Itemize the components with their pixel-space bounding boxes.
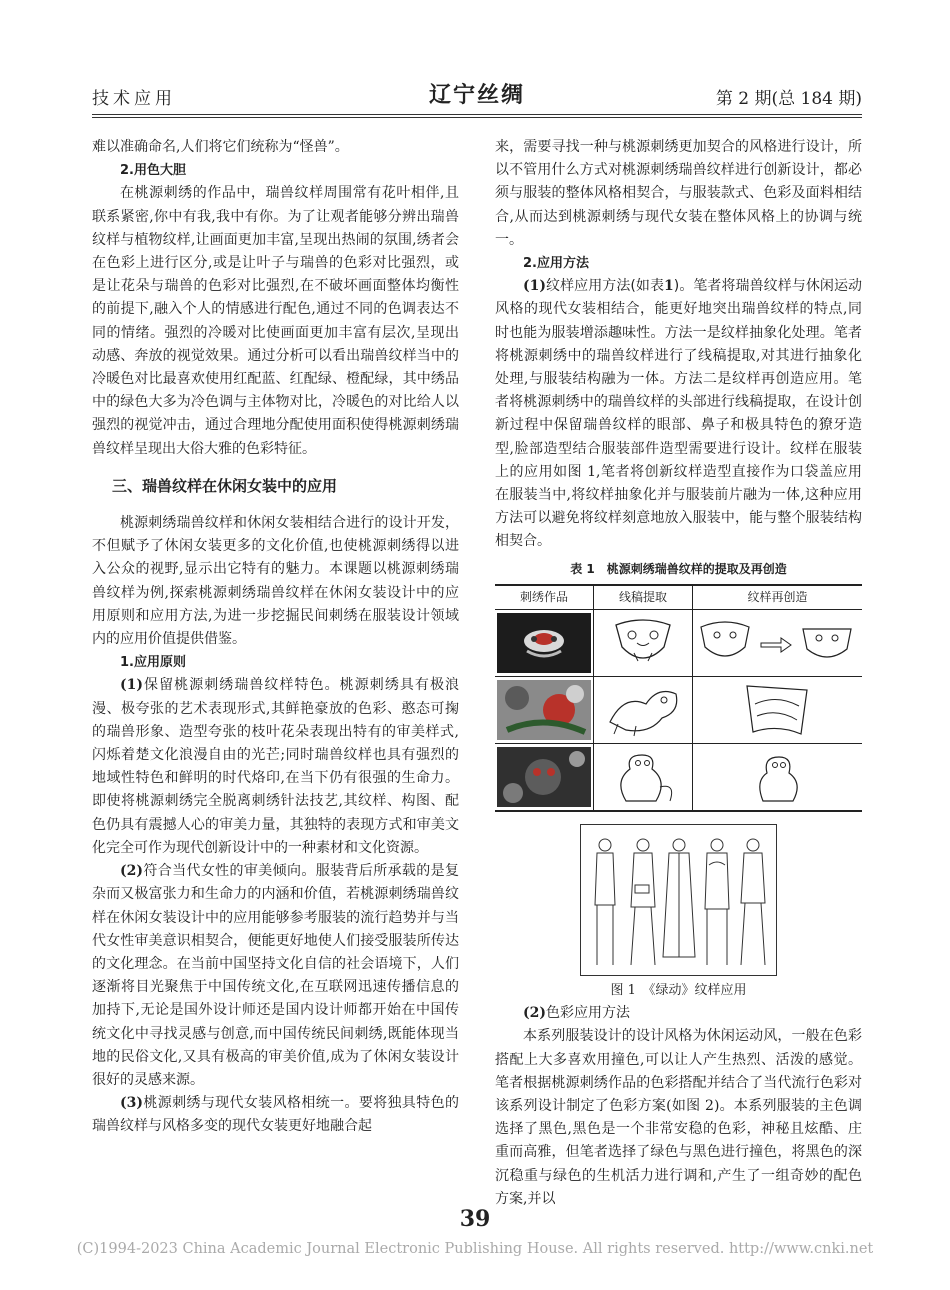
right-column [495, 136, 862, 1211]
model-figure [631, 839, 655, 965]
method-1-paragraph [495, 275, 862, 553]
lineart-beast-face-icon [596, 613, 690, 673]
method-2-paragraph: 本系列服装设计的设计风格为休闲运动风，一般在色彩搭配上大多喜欢用撞色,可以让人产生热烈、活泼的感觉。笔者根据桃源刺绣作品的色彩搭配并结合了当代流行色彩对该系列设计制定了色彩方案(如图 2)。本系列服装的主色调选择了黑色,黑色是一个非常安稳的色彩，神秘且炫酷、庄重而高雅，但笔者选择了绿色与黑色进行撞色，将黑色的深沉稳重与绿色的生机活力进行调和,产生了一组奇妙的配色方案,并以 [495, 1028, 862, 1207]
pattern-table [495, 584, 862, 812]
method-1-title-end: )。 [673, 278, 694, 295]
figure-caption: 图 1 《绿动》纹样应用 [610, 983, 747, 999]
principle-2-paragraph [92, 860, 459, 1092]
principle-1-number: (1) [120, 677, 143, 694]
table-header-embroidery: 刺绣作品 [495, 585, 594, 610]
principle-1-title: 保留桃源刺绣瑞兽纹样特色。 [143, 677, 340, 694]
principle-3-paragraph [92, 1092, 459, 1138]
subheading-color: 2.用色大胆 [120, 163, 186, 179]
principle-1-text: 桃源刺绣具有极浪漫、极夸张的艺术表现形式,其鲜艳豪放的色彩、憨态可掬的瑞兽形象、造型夸张的枝叶花朵表现出特有的审美样式,闪烁着楚文化浪漫自由的光芒;同时瑞兽纹样也具有强烈的地域性特色和鲜明的时代烙印,在当下仍有很强的生命力。即使将桃源刺绣完全脱离刺绣针法技艺,其纹样、构图、配色仍具有震撼人心的审美力量，其独特的表现方式和审美文化完全可作为现代创新设计中的一种素材和文化资源。 [92, 677, 460, 856]
method-1-title: 纹样应用方法(如表 [546, 278, 665, 295]
method-2-title: 色彩应用方法 [546, 1005, 630, 1022]
model-figure [663, 839, 695, 957]
header-rule-top [92, 114, 862, 115]
continued-paragraph: 来，需要寻找一种与桃源刺绣更加契合的风格进行设计，所以不管用什么方式对桃源刺绣瑞兽纹样进行创新设计，都必须与服装的整体风格相契合，与服装款式、色彩及面料相结合,从而达到桃源刺绣与现代女装在整体风格上的协调与统一。 [495, 139, 862, 248]
issue-number: 第 2 期(总 184 期) [715, 89, 862, 109]
lineart-beast-body-icon [596, 680, 690, 740]
principle-3-text: 要将独具特色的瑞兽纹样与风格多变的现代女装更好地融合起 [92, 1095, 460, 1135]
page-number: 39 [459, 1206, 491, 1232]
method-2-heading [495, 1002, 862, 1025]
embroidery-photo-2 [497, 680, 591, 740]
method-1-table-ref: 1 [664, 278, 674, 295]
table-row [495, 744, 862, 812]
model-figure [741, 839, 765, 965]
color-paragraph: 在桃源刺绣的作品中，瑞兽纹样周围常有花叶相伴,且联系紧密,你中有我,我中有你。为了让观者能够分辨出瑞兽纹样与植物纹样,让画面更加丰富,呈现出热闹的氛围,绣者会在色彩上进行区分,或是让叶子与瑞兽的色彩对比强烈，或是让花朵与瑞兽的色彩对比强烈,在不破坏画面整体均衡性的前提下,融入个人的情感进行配色,通过不同的色调表达不同的情绪。强烈的冷暖对比使画面更加丰富有层次,呈现出动感、奔放的视觉效果。通过分析可以看出瑞兽纹样当中的冷暖色对比最喜欢使用红配蓝、红配绿、橙配绿，其中绣品中的绿色大多为冷色调与主体物对比，冷暖色的对比给人以强烈的视觉冲击，通过合理地分配使用面积使得桃源刺绣瑞兽纹样呈现出大俗大雅的色彩特征。 [92, 185, 459, 457]
method-1-number: (1) [523, 278, 546, 295]
principle-2-title: 符合当代女性的审美倾向。 [143, 863, 316, 880]
journal-title: 辽宁丝绸 [428, 82, 525, 108]
section-heading: 三、瑞兽纹样在休闲女装中的应用 [112, 476, 338, 495]
table-header-lineart: 线稿提取 [594, 585, 693, 610]
header-rule-bottom [92, 117, 862, 118]
table-caption: 表 1 桃源刺绣瑞兽纹样的提取及再创造 [570, 561, 787, 576]
principle-2-number: (2) [120, 863, 143, 880]
recreated-garment-panel-icon [695, 680, 860, 740]
principle-2-text: 服装背后所承载的是复杂而又极富张力和生命力的内涵和价值，若桃源刺绣瑞兽纹样在休闲女装设计中的应用能够参考服装的流行趋势并与当代女性审美意识相契合，便能更好地使人们接受服装所传达的文化理念。在当前中国坚持文化自信的社会语境下，人们逐渐将目光聚焦于中国传统文化,在互联网迅速传播信息的加持下,无论是国外设计师还是国内设计师都开始在中国传统文化中寻找灵感与创意,而中国传统民间刺绣,既能体现当地的民俗文化,又具有极高的审美价值,成为了休闲女装设计很好的灵感来源。 [92, 863, 460, 1088]
method-2-number: (2) [523, 1005, 546, 1022]
subheading-method: 2.应用方法 [523, 256, 589, 272]
left-column [92, 136, 459, 1139]
table-row [495, 610, 862, 677]
recreated-figure-pattern-icon [695, 747, 860, 807]
method-1-text: 笔者将瑞兽纹样与休闲运动风格的现代女装相结合，能更好地突出瑞兽纹样的特点,同时也能为服装增添趣味性。方法一是纹样抽象化处理。笔者将桃源刺绣中的瑞兽纹样进行了线稿提取,对其进行抽象化处理,与服装结构融为一体。方法二是纹样再创造应用。笔者将桃源刺绣中的瑞兽纹样的头部进行线稿提取，在设计创新过程中保留瑞兽纹样的眼部、鼻子和极具特色的獠牙造型,脸部造型结合服装部件造型需要进行设计。纹样在服装上的应用如图 1,笔者将创新纹样造型直接作为口袋盖应用在服装当中,将纹样抽象化并与服装前片融为一体,这种应用方法可以避免将纹样刻意地放入服装中，能与整个服装结构相契合。 [495, 278, 863, 550]
intro-paragraph: 难以准确命名,人们将它们统称为“怪兽”。 [92, 139, 349, 155]
lineart-beast-figure-icon [596, 747, 690, 807]
table-header-row [495, 585, 862, 610]
model-figure [595, 839, 615, 965]
embroidery-photo-3 [497, 747, 591, 807]
figure-1-green-motion [580, 824, 777, 976]
principle-1-paragraph [92, 674, 459, 860]
section-intro-paragraph: 桃源刺绣瑞兽纹样和休闲女装相结合进行的设计开发，不但赋予了休闲女装更多的文化价值,也使桃源刺绣得以进入公众的视野,显示出它特有的魅力。本课题以桃源刺绣瑞兽纹样为例,探索桃源刺绣瑞兽纹样在休闲女装设计中的应用原则和应用方法,为进一步挖掘民间刺绣在服装设计领域内的应用价值提供借鉴。 [92, 515, 459, 648]
fashion-lineup-illustration [581, 825, 776, 975]
column-label: 技术应用 [92, 89, 176, 109]
table-header-recreation: 纹样再创造 [693, 585, 863, 610]
table-row [495, 677, 862, 744]
page-header [92, 78, 862, 114]
subheading-principle: 1.应用原则 [120, 655, 186, 671]
embroidery-photo-1 [497, 613, 591, 673]
recreated-pocket-pattern-icon [695, 613, 860, 673]
model-figure [705, 839, 729, 965]
copyright-footer: (C)1994-2023 China Academic Journal Electronic Publishing House. All rights reserved. http://www.cnki.net [76, 1241, 874, 1257]
principle-3-title: 桃源刺绣与现代女装风格相统一。 [143, 1095, 359, 1112]
principle-3-number: (3) [120, 1095, 143, 1112]
